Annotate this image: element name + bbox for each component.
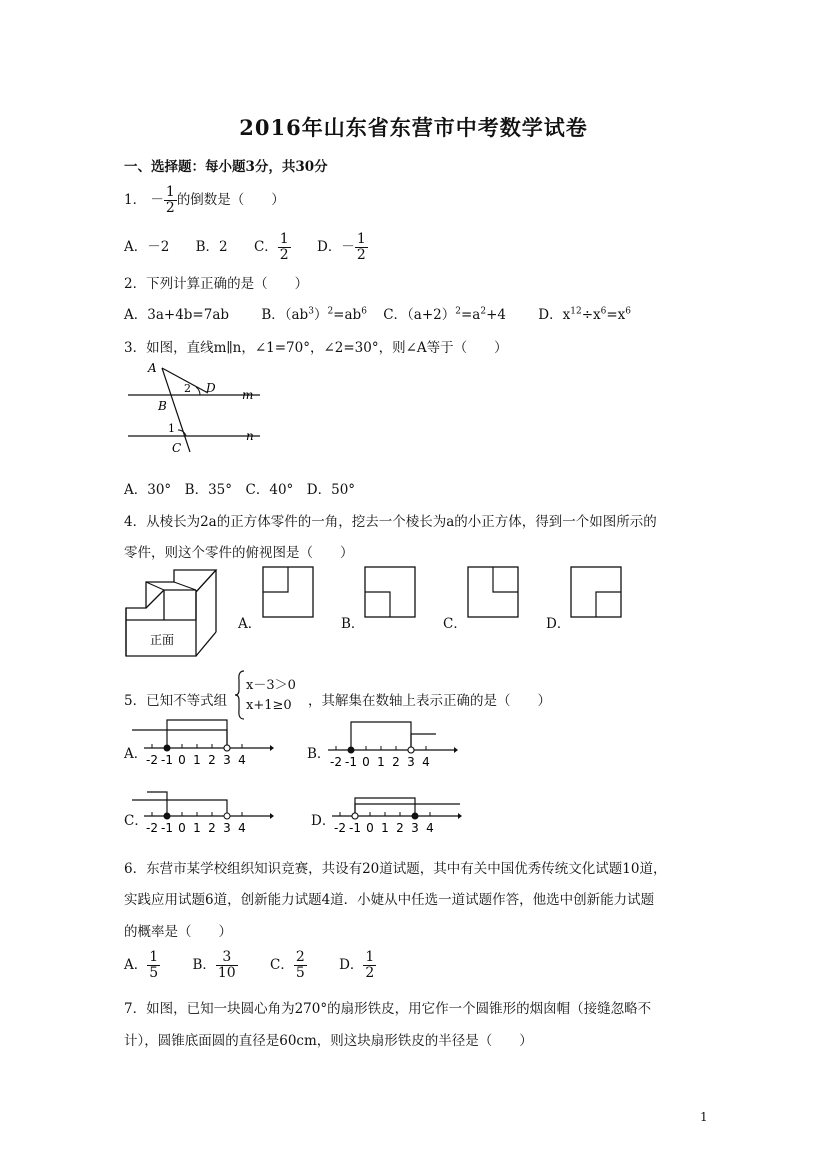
q4-option-c-label[interactable]: C． (443, 616, 467, 632)
endpoint (352, 813, 358, 819)
tick-label: 3 (407, 755, 415, 769)
tick-label: 1 (381, 821, 389, 835)
q1-option-a[interactable]: A．－2 (124, 239, 170, 255)
solution-bracket (167, 720, 227, 748)
question-6-line-1: 6．东营市某学校组织知识竞赛，共设有20道试题，其中有关中国优秀传统文化试题10道， (124, 861, 667, 877)
q5-pre: 5．已知不等式组 (124, 693, 228, 709)
endpoint (224, 745, 230, 751)
endpoint (164, 745, 170, 751)
q4-option-b-label[interactable]: B． (341, 616, 365, 632)
q1-option-d[interactable]: D．－ $\frac{1}{2}$ (317, 231, 366, 263)
question-6-line-3: 的概率是（ ） (124, 924, 232, 940)
q5-option-c-label[interactable]: C． (124, 813, 148, 829)
q4-option-d-figure (570, 566, 622, 618)
q3-label-2: 2 (184, 382, 191, 395)
tick-label: 1 (377, 755, 385, 769)
solution-bracket (351, 722, 411, 750)
q2-option-b[interactable]: B．$(ab^3)^2=ab^6$ (261, 306, 367, 323)
q5-option-c-numberline (144, 780, 274, 840)
q3-label-c: C (172, 441, 182, 455)
q2-option-a[interactable]: A．3a+4b=7ab (124, 307, 230, 323)
tick-label: 1 (193, 821, 201, 835)
q2-options (124, 303, 653, 323)
endpoint (224, 813, 230, 819)
q3-label-a: A (148, 361, 157, 375)
tick-label: -1 (161, 821, 173, 835)
tick-label: 0 (178, 753, 186, 767)
q3-options[interactable]: A．30° B．35° C．40° D．50° (124, 482, 356, 498)
question-4-line-1: 4．从棱长为2a的正方体零件的一角，挖去一个棱长为a的小正方体，得到一个如图所示的 (124, 514, 657, 530)
q1-fraction: $\frac{1}{2}$ (165, 184, 175, 216)
tick-label: 2 (208, 753, 216, 767)
endpoint (412, 813, 418, 819)
q5-option-b-label[interactable]: B． (307, 746, 331, 762)
q5-option-b-numberline (328, 714, 458, 774)
q2-option-c[interactable]: C．$(a+2)^2=a^2+4$ (383, 306, 506, 323)
tick-label: -2 (334, 821, 346, 835)
tick-label: 2 (396, 821, 404, 835)
tick-label: -2 (330, 755, 342, 769)
q6-options (124, 950, 398, 981)
tick-label: 0 (362, 755, 370, 769)
q4-option-c-figure (467, 566, 519, 618)
tick-label: 4 (238, 753, 246, 767)
q5-option-a-label[interactable]: A． (124, 746, 148, 762)
tick-label: 0 (178, 821, 186, 835)
axis-arrow (270, 813, 274, 819)
tick-label: 1 (193, 753, 201, 767)
solution-ray (355, 804, 460, 816)
q5-option-d-numberline (332, 780, 462, 840)
q3-label-d: D (206, 381, 216, 395)
q4-option-a-label[interactable]: A． (238, 616, 262, 632)
question-4-line-2: 零件，则这个零件的俯视图是（ ） (124, 545, 354, 561)
q2-option-d[interactable]: D．$x^{12}\div x^6=x^6$ (538, 306, 632, 323)
tick-label: -1 (349, 821, 361, 835)
q4-solid-figure (124, 568, 216, 660)
q6-option-a[interactable]: A． $\frac{1}{5}$ (124, 949, 159, 981)
q5-option-d-label[interactable]: D． (311, 813, 336, 829)
question-6-line-2: 实践应用试题6道，创新能力试题4道．小婕从中任选一道试题作答，他选中创新能力试题 (124, 892, 655, 908)
q3-label-1: 1 (168, 422, 175, 435)
q3-figure (120, 360, 270, 460)
question-7-line-1: 7．如图，已知一块圆心角为270°的扇形铁皮，用它作一个圆锥形的烟囱帽（接缝忽略不 (124, 1001, 652, 1017)
q4-option-d-label[interactable]: D． (546, 616, 571, 632)
q4-option-a-figure (262, 566, 314, 618)
q1-number: 1． (124, 192, 147, 208)
endpoint (408, 747, 414, 753)
question-2: 2．下列计算正确的是（ ） (124, 276, 309, 292)
tick-label: 3 (411, 821, 419, 835)
tick-label: 2 (208, 821, 216, 835)
tick-label: -1 (345, 755, 357, 769)
q5-inequality-1: x－3＞0 (246, 678, 296, 693)
tick-label: 4 (238, 821, 246, 835)
q5-inequality-2: x+1≥0 (246, 698, 292, 713)
tick-label: 4 (426, 821, 434, 835)
q1-option-c[interactable]: C． $\frac{1}{2}$ (253, 231, 289, 263)
q1-text: 的倒数是（ ） (176, 192, 285, 208)
q1-options (124, 232, 390, 263)
section-heading: 一、选择题：每小题3分，共30分 (124, 159, 328, 175)
q5-option-a-numberline (144, 712, 274, 772)
q5-post: ，其解集在数轴上表示正确的是（ ） (308, 693, 551, 709)
solution-ray (147, 792, 167, 816)
question-5 (124, 689, 227, 709)
tick-label: 3 (223, 821, 231, 835)
tick-label: -2 (146, 821, 158, 835)
solution-ray (411, 734, 436, 750)
axis-arrow (270, 745, 274, 751)
q3-label-b: B (158, 399, 167, 413)
q6-option-b[interactable]: B． $\frac{3}{10}$ (192, 949, 236, 981)
question-1 (124, 185, 285, 216)
endpoint (348, 747, 354, 753)
axis-arrow (454, 747, 458, 753)
q6-option-c[interactable]: C． $\frac{2}{5}$ (270, 949, 305, 981)
q6-option-d[interactable]: D． $\frac{1}{2}$ (339, 949, 375, 981)
tick-label: -1 (161, 753, 173, 767)
axis-arrow (458, 813, 462, 819)
tick-label: 0 (366, 821, 374, 835)
q3-label-n: n (246, 429, 254, 443)
question-7-line-2: 计），圆锥底面圆的直径是60cm，则这块扇形铁皮的半径是（ ） (124, 1033, 533, 1049)
solution-ray (132, 800, 227, 816)
solution-ray (132, 730, 227, 748)
q1-option-b[interactable]: B．2 (195, 239, 228, 255)
q3-label-m: m (242, 388, 254, 402)
tick-label: 4 (422, 755, 430, 769)
page-title: 2016年山东省东营市中考数学试卷 (239, 115, 588, 140)
question-3: 3．如图，直线m∥n，∠1=70°，∠2=30°，则∠A等于（ ） (124, 340, 508, 356)
tick-label: 2 (392, 755, 400, 769)
q4-option-b-figure (364, 566, 416, 618)
tick-label: 3 (223, 753, 231, 767)
q4-front-label: 正面 (150, 633, 175, 647)
q1-minus: － (150, 192, 164, 208)
tick-label: -2 (146, 753, 158, 767)
endpoint (164, 813, 170, 819)
page-number: 1 (700, 1110, 708, 1124)
